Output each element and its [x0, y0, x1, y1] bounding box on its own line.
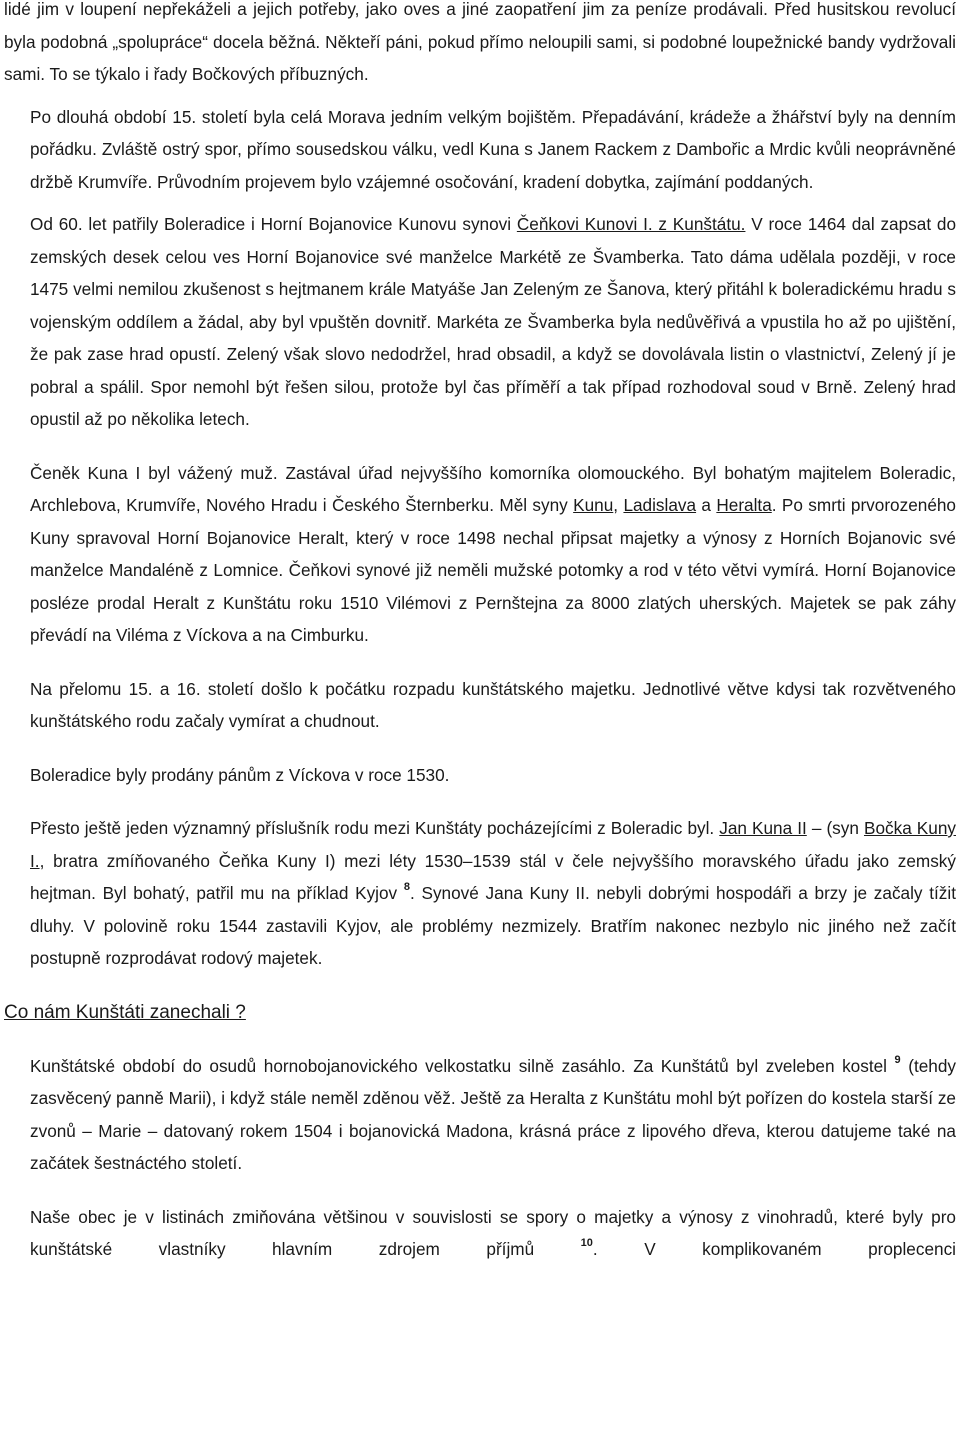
paragraph-rozpad-majetku: Na přelomu 15. a 16. století došlo k počátku rozpadu kunštátského majetku. Jednotlivé větve kdysi tak rozvětveného kunštátského rodu začaly vymírat a chudnout.	[30, 678, 956, 731]
link-heralt[interactable]: Heralta	[716, 495, 772, 515]
link-kuna[interactable]: Kunu	[573, 495, 614, 515]
footnote-ref-9: 9	[894, 1053, 901, 1066]
paragraph-jan-kuna: Přesto ještě jeden významný příslušník rodu mezi Kunštáty pocházejícími z Boleradic byl. Jan Kuna II – (syn Bočka Kuny I., bratra zmíňovaného Čeňka Kuny I) mezi léty 1530–1539 stál v čele nejvyššího moravského úřadu jako zemský hejtman. Byl bohatý, patřil mu na příklad Kyjov $^8$. Synové Jana Kuny II. nebyli dobrými hospodáři a brzy je začaly tížit dluhy. V polovině roku 1544 zastavili Kyjov, ale problémy nezmizely. Bratřím nakonec nezbylo nic jiného než začít postupně rozprodávat rodový majetek.	[30, 818, 956, 968]
paragraph-loupeni: lidé jim v loupení nepřekáželi a jejich potřeby, jako oves a jiné zaopatření jim za peníze prodávali. Před husitskou revolucí byla podobná „spolupráce“ docela běžná. Někteří páni, pokud přímo neloupili sami, si podobné loupežnické bandy vydržovali sami. To se týkalo i řady Bočkových příbuzných.	[4, 0, 956, 84]
paragraph-listiny: Naše obec je v listinách zmiňována většinou v souvislosti se spory o majetky a výnosy z vinohradů, které byly pro kunštátské vlastníky hlavním zdrojem příjmů $^{10}$. V komplikovaném proplecenci	[30, 1206, 956, 1259]
link-jan-kuna[interactable]: Jan Kuna II	[719, 818, 807, 838]
section-heading: Co nám Kunštáti zanechali ?	[4, 1001, 246, 1023]
paragraph-prodej-boleradic: Boleradice byly prodány pánům z Víckova v roce 1530.	[30, 764, 450, 785]
document-page	[4, 0, 956, 1266]
paragraph-cenek-kuna-muz: Čeněk Kuna I byl vážený muž. Zastával úřad nejvyššího komorníka olomouckého. Byl bohatým majitelem Boleradic, Archlebova, Krumvíře, Nového Hradu i Českého Šternberku. Měl syny Kunu, Ladislava a Heralta. Po smrti prvorozeného Kuny spravoval Horní Bojanovice Heralt, který v roce 1498 nechal připsat majetky a výnosy z Horních Bojanovic své manželce Mandaléně z Lomnice. Čeňkovi synové již neměli mužské potomky a rod v této větvi vymírá. Horní Bojanovice posléze prodal Heralt z Kunštátu roku 1510 Vilémovi z Pernštejna za 8000 zlatých uherských. Majetek se pak záhy převádí na Viléma z Víckova a na Cimburku.	[30, 462, 956, 645]
footnote-ref-8: 8	[403, 881, 410, 894]
link-ladislav[interactable]: Ladislava	[623, 495, 697, 515]
link-cenek-kuna[interactable]: Čeňkovi Kunovi I. z Kunštátu.	[516, 214, 746, 234]
paragraph-kunstatske-obdobi: Kunštátské období do osudů hornobojanovického velkostatku silně zasáhlo. Za Kunštátů byl zveleben kostel $^9$ (tehdy zasvěcený panně Marii), i když stále neměl zděnou věž. Ještě za Heralta z Kunštátu mohl být pořízen do kostela starší ze zvonů – Marie – datovaný rokem 1504 i bojanovická Madona, krásná práce z lipového dřeva, kterou datujeme také na začátek šestnáctého století.	[30, 1053, 956, 1173]
paragraph-cenek-kuna-synove: Od 60. let patřily Boleradice i Horní Bojanovice Kunovu synovi Čeňkovi Kunovi I. z Kunštátu. V roce 1464 dal zapsat do zemských desek celou ves Horní Bojanovice své manželce Markétě ze Švamberka. Tato dáma udělala později, v roce 1475 velmi nemilou zkušenost s hejtmanem krále Matyáše Jan Zeleným ze Šanova, který přitáhl k boleradickému hradu s vojenským oddílem a žádal, aby byl vpuštěn dovnitř. Markéta ze Švamberka byla nedůvěřivá a vpustila ho až po ujištění, že pak zase hrad opustí. Zelený však slovo nedodržel, hrad obsadil, a když se dovolávala listin o vlastnictví, Zelený jí je pobral a spálil. Spor nemohl být řešen silou, protože byl čas příměří a tak případ rozhodoval soud v Brně. Zelený hrad opustil až po několika letech.	[30, 214, 956, 429]
link-bocek-kuna[interactable]: Bočka Kuny I.	[30, 818, 956, 871]
footnote-ref-10: 10	[580, 1237, 593, 1250]
paragraph-morava-bojiste: Po dlouhá období 15. století byla celá Morava jedním velkým bojištěm. Přepadávání, krádeže a žhářství byly na denním pořádku. Zvláště ostrý spor, přímo sousedskou válku, vedl Kuna s Janem Rackem z Dambořic a Mrdic kvůli neoprávněné držbě Krumvíře. Průvodním projevem bylo vzájemné osočování, kradení dobytka, zajímání poddaných.	[30, 106, 956, 192]
